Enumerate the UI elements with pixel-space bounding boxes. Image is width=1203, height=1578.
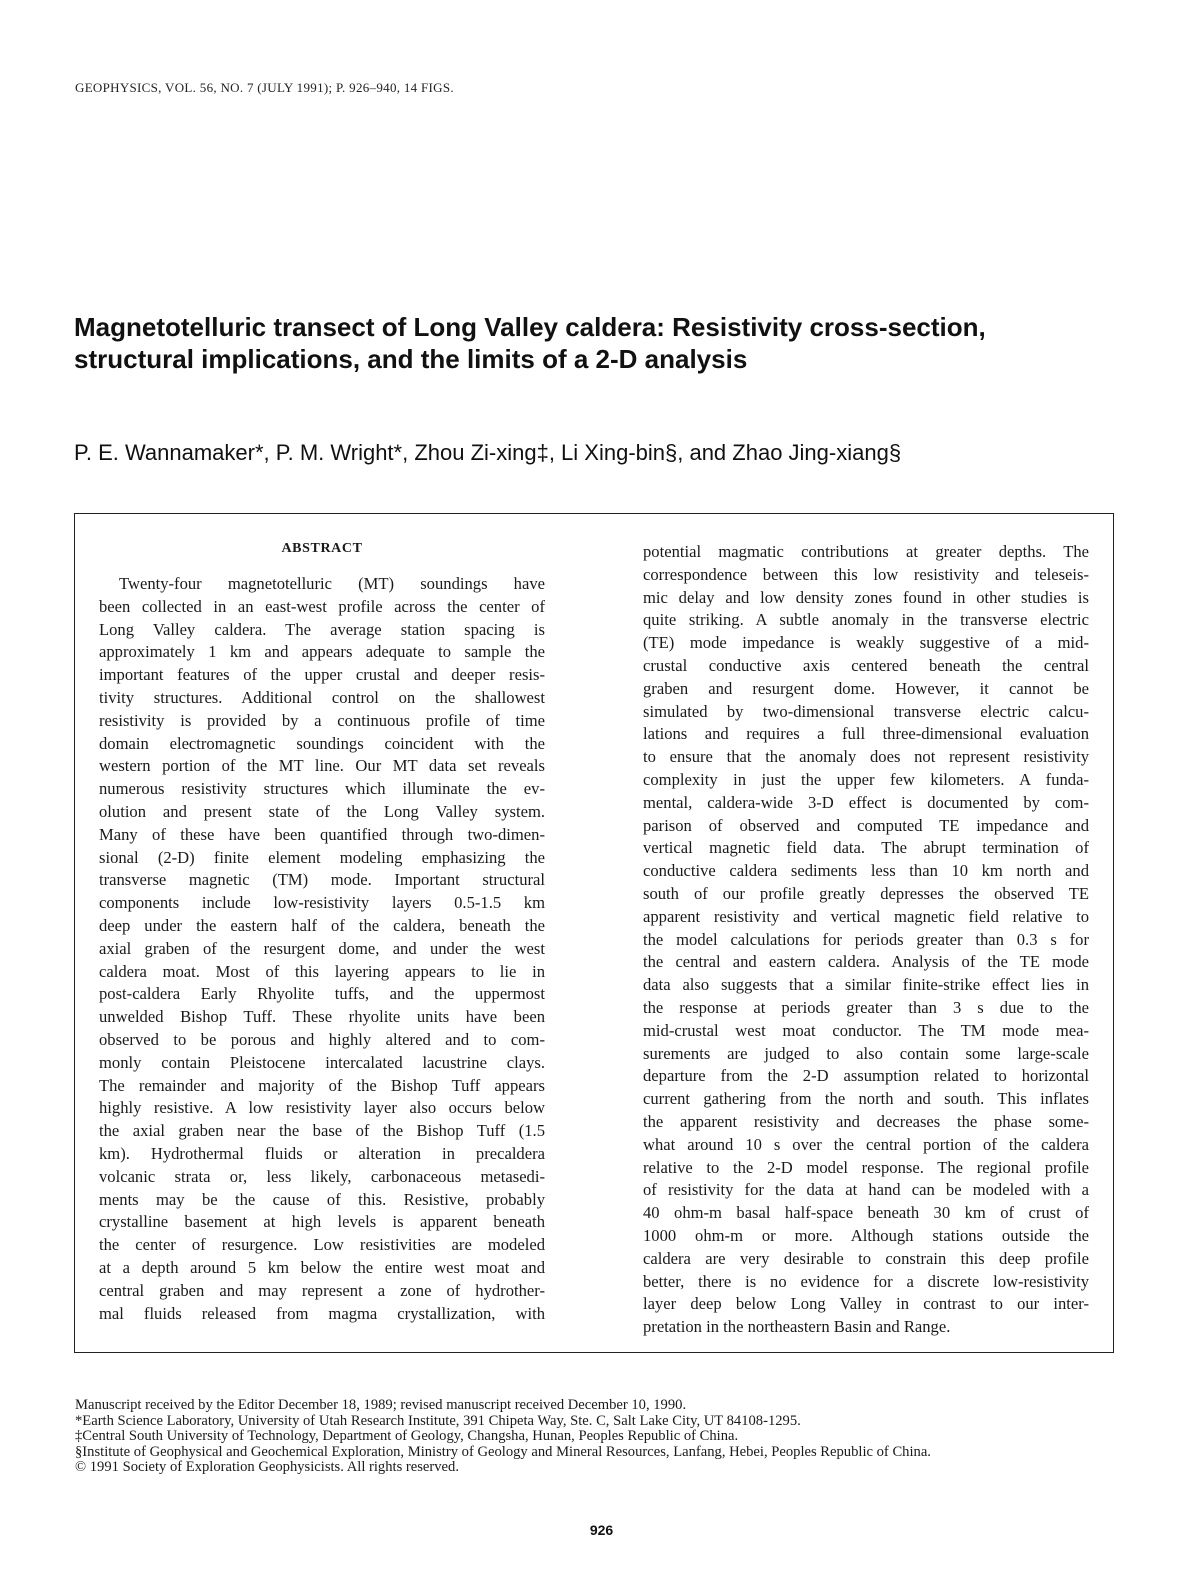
abstract-text-line: 40 ohm-m basal half-space beneath 30 km of crust of [643,1203,1089,1223]
affiliation-note: §Institute of Geophysical and Geochemical Exploration, Ministry of Geology and Mineral Resources, Lanfang, Hebei, Peoples Republic of China. [75,1443,931,1460]
paper-title-line-1: Magnetotelluric transect of Long Valley caldera: Resistivity cross-section, [74,312,986,342]
abstract-text-line: axial graben of the resurgent dome, and under the west [99,938,545,958]
abstract-text-line: Long Valley caldera. The average station spacing is [99,619,545,639]
page-number: 926 [589,1522,614,1538]
abstract-text-line: potential magmatic contributions at greater depths. The [643,542,1089,561]
abstract-text-line: parison of observed and computed TE impedance and [643,815,1089,835]
abstract-text-line: highly resistive. A low resistivity layer also occurs below [99,1098,545,1118]
abstract-text-line: been collected in an east-west profile across the center of [99,596,545,616]
abstract-text-line: of resistivity for the data at hand can be modeled with a [643,1180,1089,1200]
abstract-text-line: pretation in the northeastern Basin and Range. [643,1317,951,1337]
abstract-text-line: crystalline basement at high levels is apparent beneath [99,1212,545,1232]
abstract-text-line: The remainder and majority of the Bishop Tuff appears [99,1075,545,1095]
abstract-text-line: 1000 ohm-m or more. Although stations outside the [643,1225,1089,1245]
abstract-text-line: ments may be the cause of this. Resistive, probably [99,1189,545,1209]
abstract-text-line: vertical magnetic field data. The abrupt termination of [643,838,1089,858]
abstract-text-line: mal fluids released from magma crystallization, with [99,1303,545,1323]
abstract-text-line: the axial graben near the base of the Bishop Tuff (1.5 [99,1121,545,1141]
abstract-text-line: lations and requires a full three-dimensional evaluation [643,724,1089,744]
abstract-text-line: transverse magnetic (TM) mode. Important structural [99,870,545,890]
abstract-text-line: mic delay and low density zones found in other studies is [643,587,1089,607]
abstract-text-line: crustal conductive axis centered beneath the central [643,655,1089,675]
abstract-text-line: approximately 1 km and appears adequate to sample the [99,642,545,662]
abstract-text-line: what around 10 s over the central portion of the caldera [643,1134,1089,1154]
abstract-text-line: layer deep below Long Valley in contrast to our inter- [643,1294,1089,1314]
abstract-text-line: important features of the upper crustal and deeper resis- [99,665,545,685]
abstract-text-line: observed to be porous and highly altered and to com- [99,1029,545,1049]
journal-header: GEOPHYSICS, VOL. 56, NO. 7 (JULY 1991); P. 926–940, 14 FIGS. [75,80,454,95]
manuscript-received-note: Manuscript received by the Editor December 18, 1989; revised manuscript received December 10, 1990. [75,1397,687,1413]
abstract-text-line: conductive caldera sediments less than 10 km north and [643,861,1089,881]
abstract-text-line: the model calculations for periods greater than 0.3 s for [643,929,1089,949]
abstract-text-line: post-caldera Early Rhyolite tuffs, and the uppermost [99,984,545,1004]
affiliation-note: ‡Central South University of Technology, Department of Geology, Changsha, Hunan, Peoples Republic of China. [75,1428,739,1445]
abstract-text-line: mental, caldera-wide 3-D effect is documented by com- [643,792,1089,812]
affiliation-note: *Earth Science Laboratory, University of Utah Research Institute, 391 Chipeta Way, Ste. C, Salt Lake City, UT 84108-1295. [75,1412,801,1429]
author-list: P. E. Wannamaker*, P. M. Wright*, Zhou Zi-xing‡, Li Xing-bin§, and Zhao Jing-xiang§ [74,440,902,465]
abstract-text-line: deep under the eastern half of the caldera, beneath the [99,915,545,935]
abstract-text-line: caldera are very desirable to constrain this deep profile [643,1248,1089,1268]
abstract-text-line: the apparent resistivity and decreases the phase some- [643,1111,1089,1131]
abstract-text-line: apparent resistivity and vertical magnetic field relative to [643,906,1089,926]
abstract-text-line: south of our profile greatly depresses the observed TE [643,883,1089,903]
abstract-text-line: monly contain Pleistocene intercalated lacustrine clays. [99,1052,545,1072]
abstract-heading: ABSTRACT [281,541,363,556]
abstract-text-line: Twenty-four magnetotelluric (MT) soundings have [119,574,545,593]
abstract-text-line: at a depth around 5 km below the entire west moat and [99,1257,545,1277]
abstract-text-line: quite striking. A subtle anomaly in the transverse electric [643,610,1089,630]
abstract-text-line: departure from the 2-D assumption related to horizontal [643,1066,1089,1086]
abstract-text-line: olution and present state of the Long Valley system. [99,801,545,821]
abstract-text-line: simulated by two-dimensional transverse electric calcu- [643,701,1089,721]
abstract-text-line: central graben and may represent a zone of hydrother- [99,1280,545,1300]
abstract-box [74,513,1114,1353]
abstract-text-line: the central and eastern caldera. Analysis of the TE mode [643,952,1089,972]
abstract-text-line: (TE) mode impedance is weakly suggestive of a mid- [643,633,1089,653]
abstract-text-line: correspondence between this low resistivity and teleseis- [643,564,1089,584]
abstract-text-line: complexity in just the upper few kilometers. A funda- [643,769,1089,789]
abstract-text-line: unwelded Bishop Tuff. These rhyolite units have been [99,1007,545,1027]
abstract-text-line: relative to the 2-D model response. The regional profile [643,1157,1089,1177]
abstract-text-line: resistivity is provided by a continuous profile of time [99,710,545,730]
abstract-text-line: sional (2-D) finite element modeling emphasizing the [99,847,545,867]
abstract-text-line: graben and resurgent dome. However, it cannot be [643,678,1089,698]
abstract-text-line: tivity structures. Additional control on the shallowest [99,687,545,707]
abstract-text-line: western portion of the MT line. Our MT data set reveals [99,756,545,776]
abstract-text-line: components include low-resistivity layers 0.5-1.5 km [99,893,545,913]
abstract-text-line: Many of these have been quantified through two-dimen- [99,824,545,844]
abstract-text-line: better, there is no evidence for a discrete low-resistivity [643,1271,1089,1291]
abstract-text-line: mid-crustal west moat conductor. The TM mode mea- [643,1020,1089,1040]
abstract-text-line: to ensure that the anomaly does not represent resistivity [643,747,1089,767]
abstract-text-line: numerous resistivity structures which illuminate the ev- [99,779,545,799]
abstract-text-line: caldera moat. Most of this layering appears to lie in [99,961,545,981]
abstract-text-line: km). Hydrothermal fluids or alteration in precaldera [99,1143,545,1163]
paper-title [74,311,1134,375]
paper-title-line-2: structural implications, and the limits of a 2-D analysis [74,344,748,374]
abstract-text-line: data also suggests that a similar finite-strike effect lies in [643,975,1089,995]
copyright-note: © 1991 Society of Exploration Geophysicists. All rights reserved. [75,1459,459,1476]
abstract-text-line: the response at periods greater than 3 s due to the [643,997,1089,1017]
abstract-left-column [99,541,545,1325]
abstract-text-line: surements are judged to also contain some large-scale [643,1043,1089,1063]
abstract-text-line: current gathering from the north and south. This inflates [643,1089,1089,1109]
abstract-text-line: domain electromagnetic soundings coincident with the [99,733,545,753]
footnotes [75,1398,1120,1476]
abstract-right-column [643,541,1089,1339]
abstract-text-line: volcanic strata or, less likely, carbonaceous metasedi- [99,1166,545,1186]
abstract-text-line: the center of resurgence. Low resistivities are modeled [99,1235,545,1255]
